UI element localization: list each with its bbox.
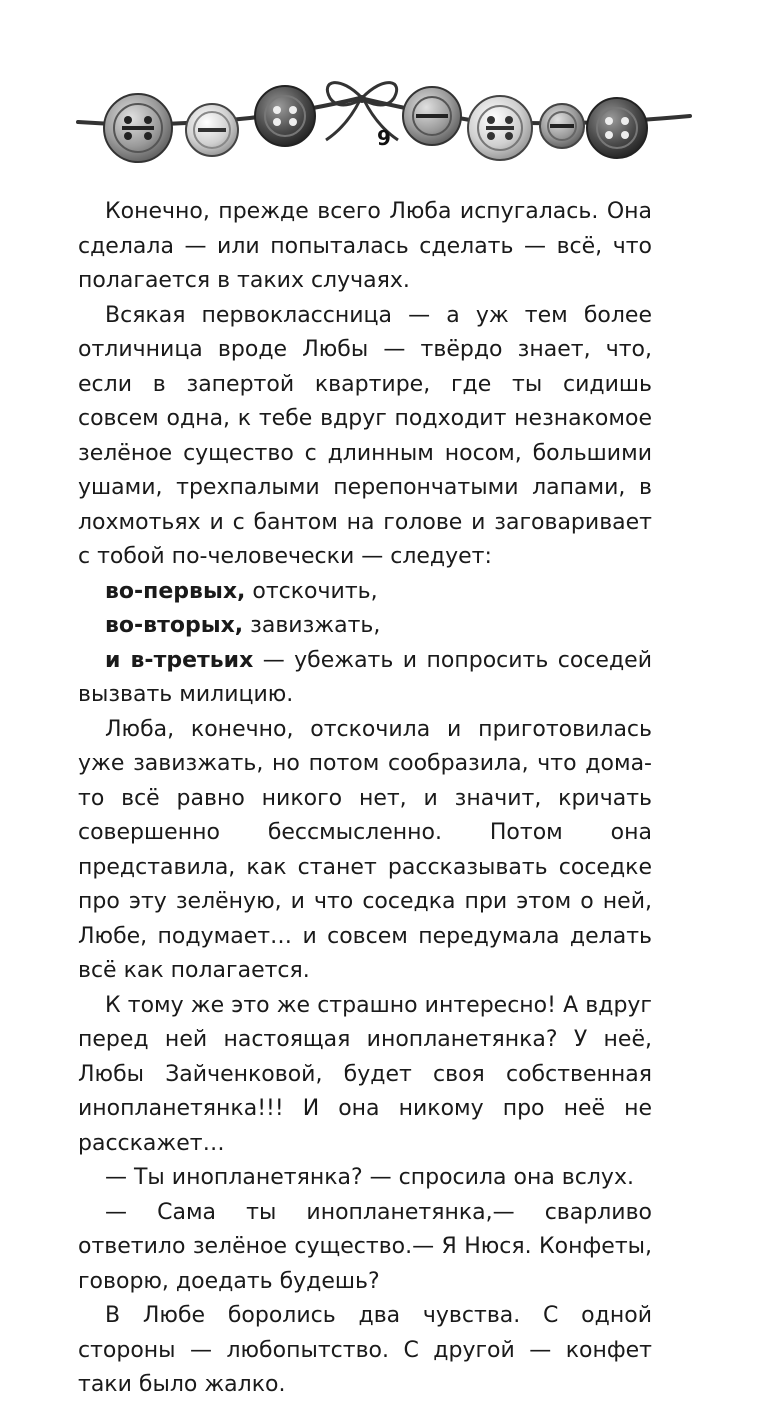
paragraph: Люба, конечно, отскочила и приготовилась уже завизжать, но потом сообразила, что дома-то всё равно никого нет, и значит, кричать совершенно бессмысленно. Потом она представила, как станет рассказывать соседке про эту зелёную, и что соседка при этом о ней, Любе, подумает… и совсем передумала делать всё как полагается. <box>78 716 652 983</box>
list-item <box>78 575 652 610</box>
paragraph: Всякая первоклассница — а уж тем более отличница вроде Любы — твёрдо знает, что, если в запертой квартире, где ты сидишь совсем одна, к тебе вдруг подходит незнакомое зелёное существо с длинным носом, большими ушами, трехпалыми перепончатыми лапами, в лохмотьях и с бантом на голове и заговаривает с тобой по-человечески — следует: <box>78 302 652 569</box>
page-text <box>78 195 652 1403</box>
list-item-marker: во-первых, <box>105 578 246 604</box>
decorative-header <box>0 70 768 180</box>
list-item-text: завизжать, <box>243 613 381 638</box>
paragraph: В Любе боролись два чувства. С одной стороны — любопытство. С другой — конфет таки было жалко. <box>78 1303 652 1397</box>
list-item <box>78 609 652 644</box>
list-item-text: — убежать и попросить соседей вызвать милицию. <box>78 647 652 707</box>
paragraph: Конечно, прежде всего Люба испугалась. Она сделала — или попыталась сделать — всё, что полагается в таких случаях. <box>78 199 652 293</box>
paragraph: — Ты инопланетянка? — спросила она вслух. <box>105 1165 634 1190</box>
button-garland-icon <box>0 70 768 180</box>
list-item-text: отскочить, <box>245 578 378 604</box>
list-item <box>78 644 652 713</box>
page-number: 9 <box>377 126 391 150</box>
paragraph: — Сама ты инопланетянка,— сварливо ответило зелёное существо.— Я Нюся. Конфеты, говорю, доедать будешь? <box>78 1199 652 1294</box>
list-item-marker: и в-третьих <box>105 647 254 673</box>
paragraph: К тому же это же страшно интересно! А вдруг перед ней настоящая инопланетянка? У неё, Любы Зайченковой, будет своя собственная инопланетянка!!! И она никому про неё не расскажет… <box>78 992 652 1156</box>
list-item-marker: во-вторых, <box>105 613 244 638</box>
